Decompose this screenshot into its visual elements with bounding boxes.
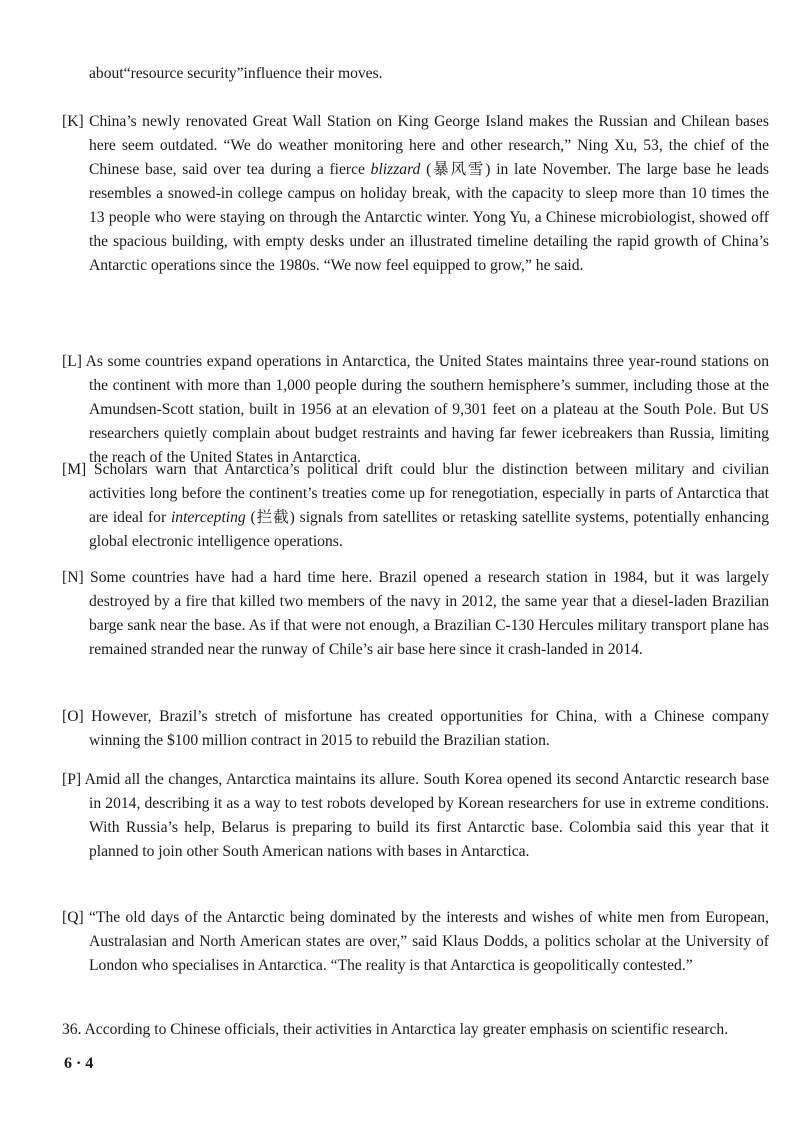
paragraph-l	[62, 350, 769, 470]
paragraph-label: [M]	[62, 461, 87, 478]
paragraph-text: China’s newly renovated Great Wall Station on King George Island makes the Russian and Chilean bases here seem outdated. “We do weather monitoring here and other research,” Ning Xu, 53, the chief of the Chinese base, said over tea during a fierce blizzard (暴风雪) in late November. The large base he leads resembles a snowed-in college campus on holiday break, with the capacity to sleep more than 10 times the 13 people who were staying on through the Antarctic winter. Yong Yu, a Chinese microbiologist, showed off the spacious building, with empty desks under an illustrated timeline detailing the rapid growth of China’s Antarctic operations since the 1980s. “We now feel equipped to grow,” he said.	[89, 113, 769, 274]
glossed-term: intercepting	[170, 509, 246, 526]
paragraph-text: However, Brazil’s stretch of misfortune has created opportunities for China, with a Chinese company winning the $100 million contract in 2015 to rebuild the Brazilian station.	[89, 708, 769, 749]
page-number: 6 · 4	[64, 1055, 94, 1072]
paragraph-label: [O]	[62, 708, 84, 725]
paragraph-label: [P]	[62, 771, 82, 788]
paragraph-label: [Q]	[62, 909, 84, 926]
paragraph-o	[62, 705, 769, 753]
paragraph-k	[62, 110, 769, 278]
continuation-text: about“resource security”influence their moves.	[89, 65, 383, 82]
paragraph-text: Amid all the changes, Antarctica maintains its allure. South Korea opened its second Antarctic research base in 2014, describing it as a way to test robots developed by Korean researchers for use in extreme conditions. With Russia’s help, Belarus is preparing to build its first Antarctic base. Colombia said this year that it planned to join other South American nations with bases in Antarctica.	[84, 771, 770, 860]
paragraph-label: [N]	[62, 569, 84, 586]
paragraph-text: Scholars warn that Antarctica’s political drift could blur the distinction between military and civilian activities long before the continent’s treaties come up for renegotiation, especially in parts of Antarctica that are ideal for intercepting (拦截) signals from satellites or retasking satellite systems, potentially enhancing global electronic intelligence operations.	[89, 461, 770, 550]
paragraph-m	[62, 458, 769, 554]
paragraph-q	[62, 906, 769, 978]
paragraph-p	[62, 768, 769, 864]
paragraph-text: As some countries expand operations in Antarctica, the United States maintains three year-round stations on the continent with more than 1,000 people during the southern hemisphere’s summer, including those at the Amundsen-Scott station, built in 1956 at an elevation of 9,301 feet on a plateau at the South Pole. But US researchers quietly complain about budget restraints and having far fewer icebreakers than Russia, limiting the reach of the United States in Antarctica.	[85, 353, 769, 466]
paragraph-label: [L]	[62, 353, 82, 370]
paragraph-text: “The old days of the Antarctic being dominated by the interests and wishes of white men from European, Australasian and North American states are over,” said Klaus Dodds, a politics scholar at the University of London who specialises in Antarctica. “The reality is that Antarctica is geopolitically contested.”	[89, 909, 770, 974]
paragraph-text: Some countries have had a hard time here. Brazil opened a research station in 1984, but it was largely destroyed by a fire that killed two members of the navy in 2012, the same year that a diesel-laden Brazilian barge sank near the base. As if that were not enough, a Brazilian C-130 Hercules military transport plane has remained stranded near the runway of Chile’s air base here since it crash-landed in 2014.	[89, 569, 769, 658]
paragraph-label: [K]	[62, 113, 84, 130]
paragraph-n	[62, 566, 769, 662]
question-36: 36. According to Chinese officials, their activities in Antarctica lay greater emphasis on scientific research.	[62, 1021, 729, 1038]
glossed-term: blizzard	[370, 161, 421, 178]
